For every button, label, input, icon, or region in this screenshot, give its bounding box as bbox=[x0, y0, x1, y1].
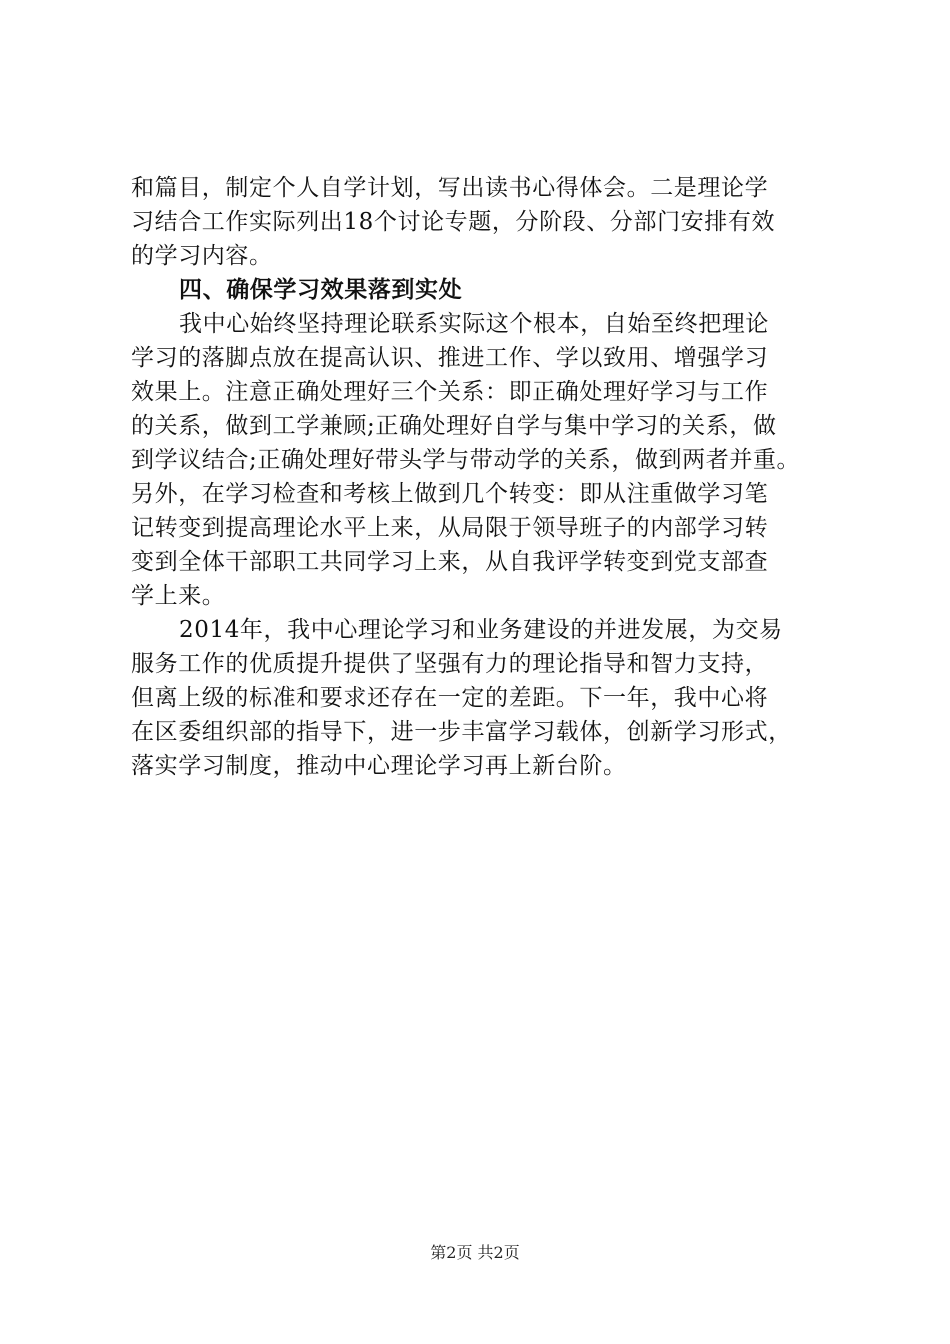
text-line: 习结合工作实际列出18个讨论专题，分阶段、分部门安排有效 bbox=[131, 209, 776, 235]
text-line: 变到全体干部职工共同学习上来，从自我评学转变到党支部查 bbox=[131, 549, 769, 575]
text-line: 到学议结合;正确处理好带头学与带动学的关系，做到两者并重。 bbox=[131, 447, 801, 473]
text-line: 在区委组织部的指导下，进一步丰富学习载体，创新学习形式， bbox=[131, 719, 792, 745]
text-line: 的学习内容。 bbox=[131, 243, 273, 269]
text-line: 我中心始终坚持理论联系实际这个根本，自始至终把理论 bbox=[179, 311, 769, 337]
text-line: 学上来。 bbox=[131, 583, 226, 609]
text-line: 2014年，我中心理论学习和业务建设的并进发展，为交易 bbox=[179, 617, 783, 643]
text-line: 落实学习制度，推动中心理论学习再上新台阶。 bbox=[131, 753, 627, 779]
text-line: 和篇目，制定个人自学计划，写出读书心得体会。二是理论学 bbox=[131, 175, 769, 201]
text-line: 服务工作的优质提升提供了坚强有力的理论指导和智力支持， bbox=[131, 651, 769, 677]
text-line: 的关系，做到工学兼顾;正确处理好自学与集中学习的关系，做 bbox=[131, 413, 777, 439]
page-footer: 第2页 共2页 bbox=[430, 1243, 520, 1262]
text-line: 学习的落脚点放在提高认识、推进工作、学以致用、增强学习 bbox=[131, 345, 769, 371]
text-line: 记转变到提高理论水平上来，从局限于领导班子的内部学习转 bbox=[131, 515, 769, 541]
section-heading: 四、确保学习效果落到实处 bbox=[179, 277, 463, 303]
text-line: 另外，在学习检查和考核上做到几个转变：即从注重做学习笔 bbox=[131, 481, 769, 507]
document-body bbox=[131, 171, 831, 783]
text-line: 效果上。注意正确处理好三个关系：即正确处理好学习与工作 bbox=[131, 379, 769, 405]
text-line: 但离上级的标准和要求还存在一定的差距。下一年，我中心将 bbox=[131, 685, 769, 711]
